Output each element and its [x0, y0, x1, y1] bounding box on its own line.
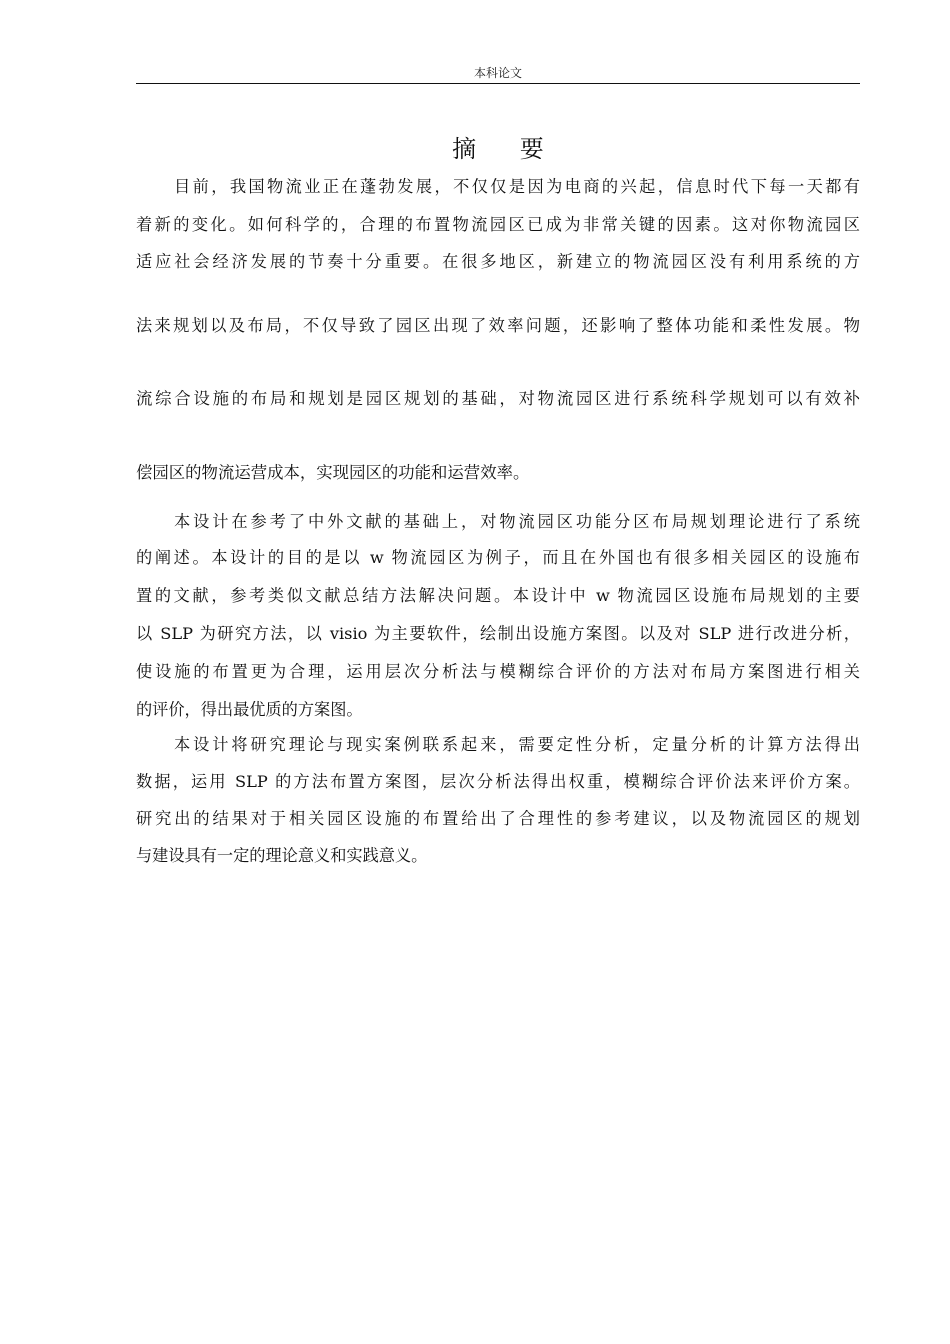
abstract-p1-line-4-part-b: 影响了整体功能和 — [600, 316, 751, 335]
abstract-p1-line-6 — [136, 456, 860, 490]
abstract-p1-line-4-part-d: 发展。物 — [787, 316, 860, 335]
abstract-p2-line-2: 的阐述。本设计的目的是以 w 物流园区为例子，而且在外国也有很多相关园区的设施布 — [136, 548, 860, 567]
abstract-p2-line-1: 本设计在参考了中外文献的基础上，对物流园区功能分区布局规划理论进行了系统 — [174, 512, 860, 531]
abstract-p1-line-5-part-a: 流综合设施的布局和规划是园区规划的 — [136, 389, 462, 408]
abstract-p1-line-6-text: 偿园区的物流运营成本，实现园区的功能和运营效率。 — [136, 463, 530, 482]
abstract-p1-line-3: 适应社会经济发展的节奏十分重要。在很多地区，新建立的物流园区没有利用系统的方 — [136, 252, 860, 271]
abstract-title: 摘 要 — [452, 135, 562, 163]
abstract-p1-line-5 — [136, 382, 860, 416]
abstract-p1-line-4 — [136, 309, 860, 343]
abstract-p3-line-4: 与建设具有一定的理论意义和实践意义。 — [136, 846, 428, 865]
abstract-p3-line-1: 本设计将研究理论与现实案例联系起来，需要定性分析，定量分析的计算方法得出 — [174, 735, 860, 754]
abstract-p3-line-2: 数据，运用 SLP 的方法布置方案图，层次分析法得出权重，模糊综合评价法来评价方案。 — [136, 772, 860, 791]
abstract-p3-line-3: 研究出的结果对于相关园区设施的布置给出了合理性的参考建议，以及物流园区的规划 — [136, 809, 860, 828]
abstract-p1-line-5-part-e: 系统科学规划可以有效补 — [652, 389, 860, 408]
abstract-p1-line-5-part-b: 基础 — [461, 389, 500, 408]
abstract-p2-line-3: 置的文献，参考类似文献总结方法解决问题。本设计中 w 物流园区设施布局规划的主要 — [136, 586, 860, 605]
abstract-p1-line-4-part-a: 法来规划以及布局，不仅导致了园区出现了效率问题，还 — [136, 316, 601, 335]
abstract-p1-line-4-part-c: 柔性 — [750, 316, 788, 335]
abstract-p2-line-4: 以 SLP 为研究方法，以 visio 为主要软件，绘制出设施方案图。以及对 SLP 进行改进分析， — [136, 624, 860, 643]
header-rule — [136, 83, 860, 84]
abstract-p1-line-2: 着新的变化。如何科学的，合理的布置物流园区已成为非常关键的因素。这对你物流园区 — [136, 215, 860, 234]
abstract-p1-line-5-part-c: ，对物流园区 — [499, 389, 615, 408]
abstract-p1-line-5-part-d: 进行 — [614, 389, 653, 408]
abstract-p2-line-5: 使设施的布置更为合理，运用层次分析法与模糊综合评价的方法对布局方案图进行相关 — [136, 662, 860, 681]
abstract-p2-line-6: 的评价，得出最优质的方案图。 — [136, 700, 363, 719]
running-header: 本科论文 — [473, 66, 522, 80]
abstract-p1-line-1: 目前，我国物流业正在蓬勃发展，不仅仅是因为电商的兴起，信息时代下每一天都有 — [174, 177, 860, 196]
